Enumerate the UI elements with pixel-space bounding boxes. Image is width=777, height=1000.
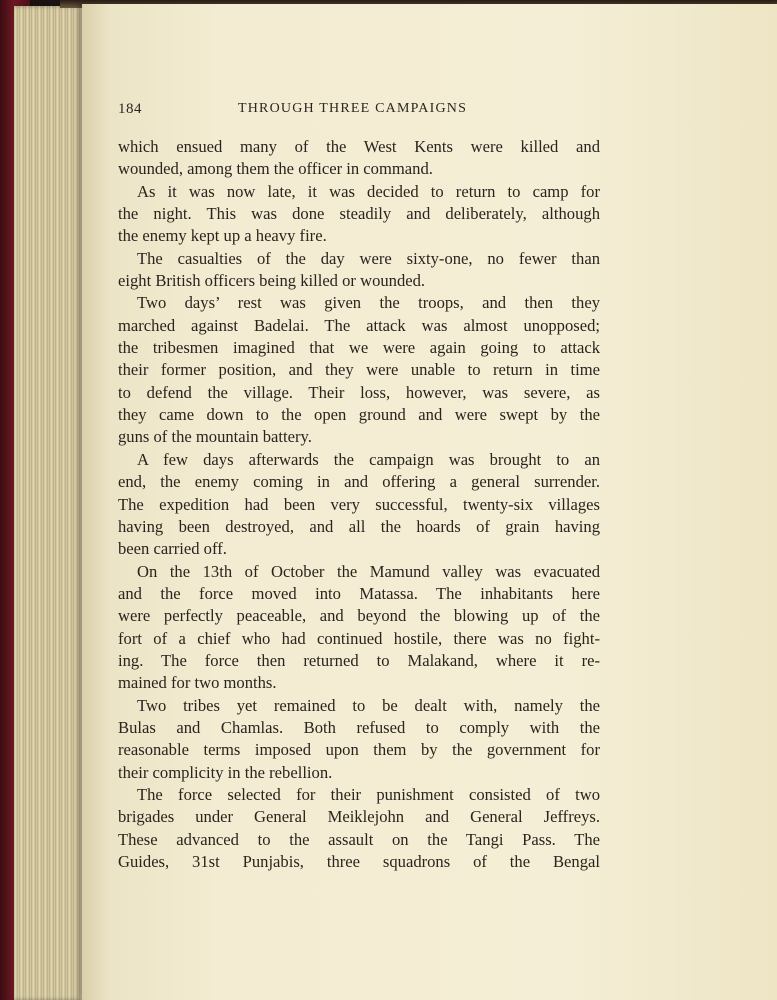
text-line: which ensued many of the West Kents were killed and <box>118 137 600 156</box>
text-line: Guides, 31st Punjabis, three squadrons of the Bengal <box>118 852 600 871</box>
text-line: A few days afterwards the campaign was brought to an <box>137 449 600 469</box>
page-number: 184 <box>118 101 142 117</box>
text-line: been carried off. <box>118 539 227 559</box>
text-line: mained for two months. <box>118 673 277 693</box>
text-line: the tribesmen imagined that we were again going to attack <box>118 338 600 358</box>
text-line: their complicity in the rebellion. <box>118 762 333 782</box>
text-line: The force selected for their punishment consisted of two <box>137 784 600 804</box>
text-line: having been destroyed, and all the hoards of grain having <box>118 516 600 536</box>
text-line: they came down to the open ground and were swept by the <box>118 405 600 425</box>
text-line: fort of a chief who had continued hostile, there was no fight- <box>118 628 600 648</box>
text-line: guns of the mountain battery. <box>118 427 312 447</box>
text-line: On the 13th of October the Mamund valley was evacuated <box>137 561 600 581</box>
text-line: the enemy kept up a heavy fire. <box>118 226 327 246</box>
text-line: The expedition had been very successful, twenty-six villages <box>118 494 600 514</box>
text-line: ing. The force then returned to Malakand, where it re- <box>118 650 600 670</box>
text-line: eight British officers being killed or wounded. <box>118 271 426 291</box>
text-line: were perfectly peaceable, and beyond the blowing up of the <box>118 606 600 626</box>
text-line: wounded, among them the officer in command. <box>118 159 433 179</box>
text-line: These advanced to the assault on the Tangi Pass. The <box>118 829 600 849</box>
page-header <box>118 101 640 123</box>
text-line: Bulas and Chamlas. Both refused to comply with the <box>118 717 600 737</box>
text-line: and the force moved into Matassa. The inhabitants here <box>118 583 600 603</box>
body-text <box>118 136 600 873</box>
text-line: marched against Badelai. The attack was almost unopposed; <box>118 315 600 335</box>
text-line: As it was now late, it was decided to return to camp for <box>137 181 600 201</box>
text-line: Two days’ rest was given the troops, and then they <box>137 293 600 313</box>
text-line: the night. This was done steadily and deliberately, although <box>118 204 600 224</box>
text-line: their former position, and they were unable to return in time <box>118 360 600 380</box>
text-line: to defend the village. Their loss, however, was severe, as <box>118 382 600 402</box>
text-line: Two tribes yet remained to be dealt with, namely the <box>137 695 600 715</box>
text-line: brigades under General Meiklejohn and General Jeffreys. <box>118 807 600 827</box>
text-line: end, the enemy coming in and offering a general surrender. <box>118 472 600 492</box>
text-line: reasonable terms imposed upon them by the government for <box>118 740 600 760</box>
running-title: THROUGH THREE CAMPAIGNS <box>238 101 468 116</box>
text-line: The casualties of the day were sixty-one, no fewer than <box>137 248 600 268</box>
